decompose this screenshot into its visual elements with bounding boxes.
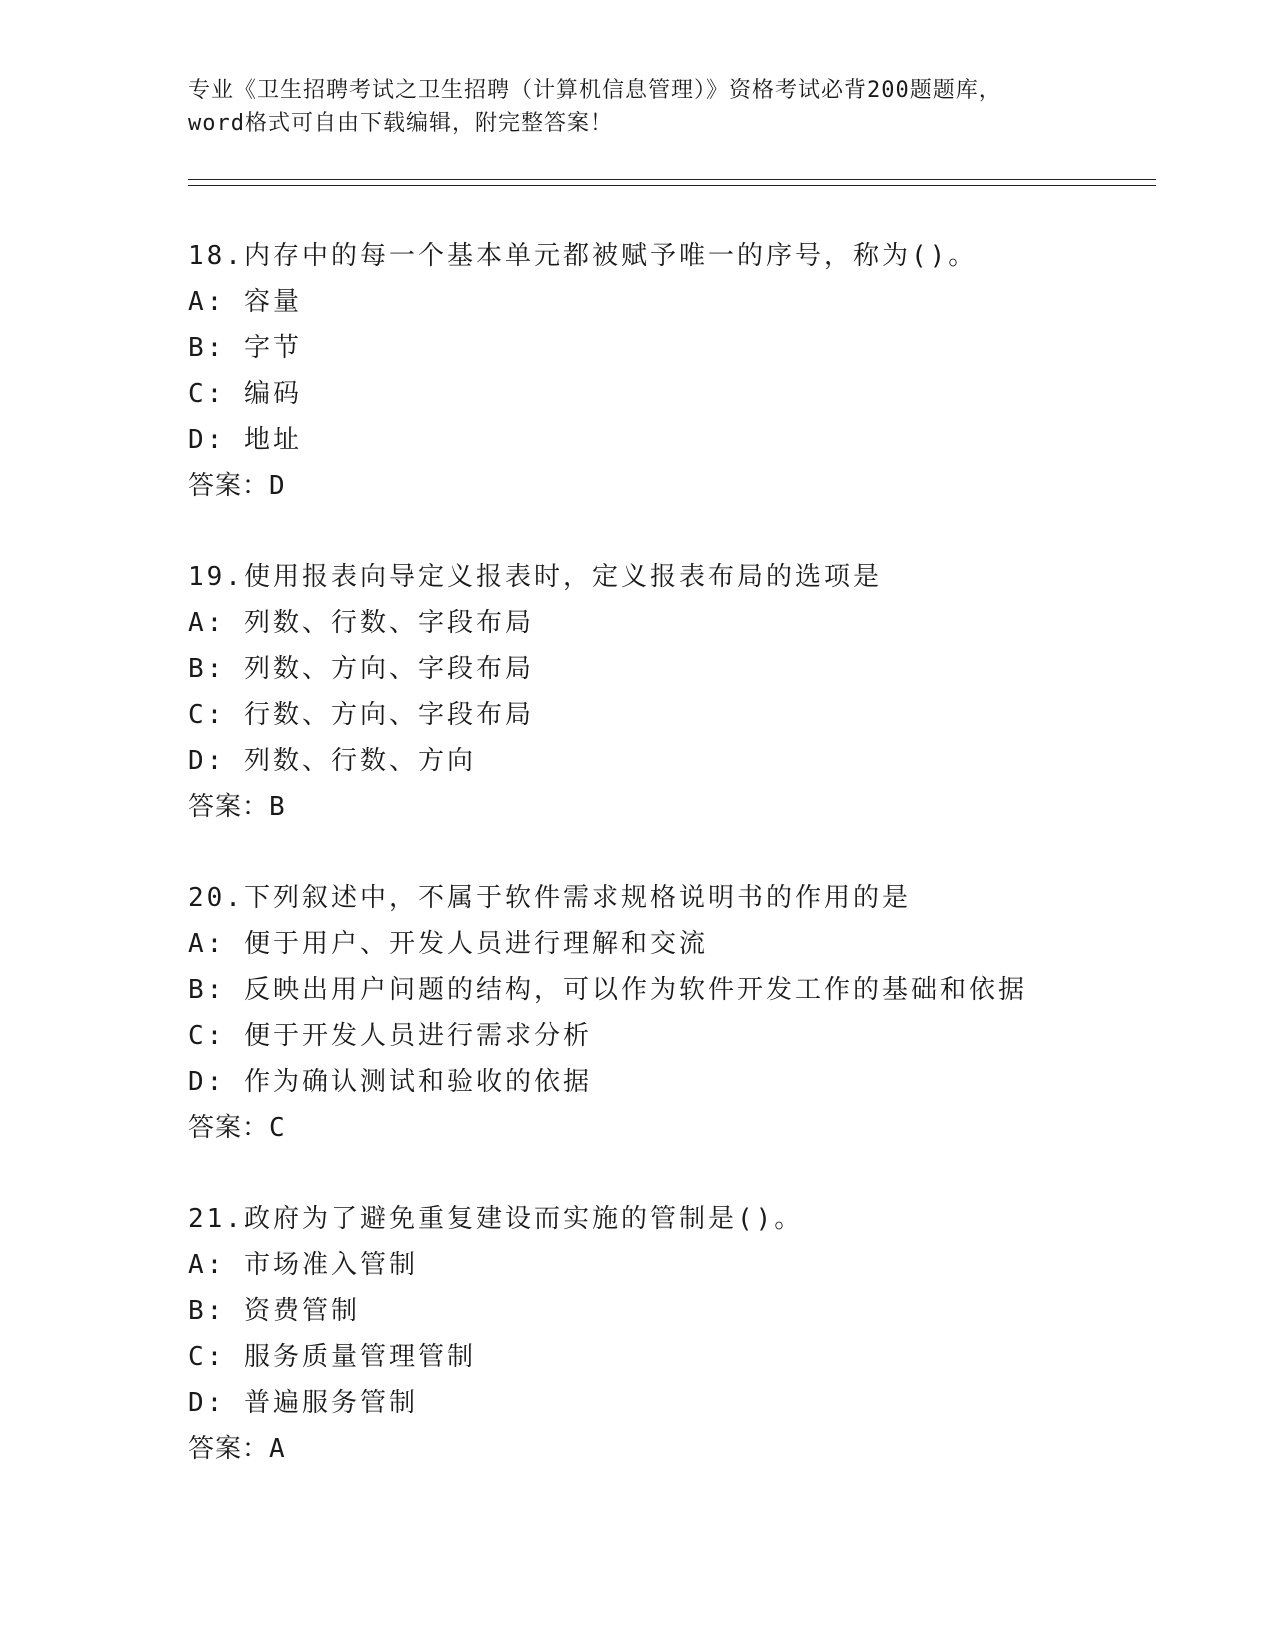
option-d: D: 作为确认测试和验收的依据 xyxy=(188,1067,592,1097)
answer-line: 答案：B xyxy=(188,792,286,822)
option-d: D: 列数、行数、方向 xyxy=(188,746,476,776)
option-a: A: 列数、行数、字段布局 xyxy=(188,608,534,638)
option-c: C: 服务质量管理管制 xyxy=(188,1342,476,1372)
question-stem: 18.内存中的每一个基本单元都被赋予唯一的序号，称为()。 xyxy=(188,241,978,271)
option-a: A: 便于用户、开发人员进行理解和交流 xyxy=(188,929,708,959)
question-stem: 19.使用报表向导定义报表时，定义报表布局的选项是 xyxy=(188,562,882,592)
question-18 xyxy=(188,233,1148,509)
option-d: D: 普遍服务管制 xyxy=(188,1388,418,1418)
header-divider-bottom xyxy=(188,185,1156,186)
document-header xyxy=(188,74,1088,140)
option-b: B: 字节 xyxy=(188,333,302,363)
answer-line: 答案：A xyxy=(188,1434,286,1464)
option-c: C: 便于开发人员进行需求分析 xyxy=(188,1021,592,1051)
question-20 xyxy=(188,875,1148,1151)
question-19 xyxy=(188,554,1148,830)
question-21 xyxy=(188,1196,1148,1472)
option-a: A: 容量 xyxy=(188,287,302,317)
option-a: A: 市场准入管制 xyxy=(188,1250,418,1280)
header-line-2: word格式可自由下载编辑，附完整答案！ xyxy=(188,111,613,136)
question-stem: 21.政府为了避免重复建设而实施的管制是()。 xyxy=(188,1204,804,1234)
option-b: B: 列数、方向、字段布局 xyxy=(188,654,534,684)
option-c: C: 编码 xyxy=(188,379,302,409)
option-b: B: 资费管制 xyxy=(188,1296,360,1326)
option-c: C: 行数、方向、字段布局 xyxy=(188,700,534,730)
answer-line: 答案：C xyxy=(188,1113,286,1143)
option-b: B: 反映出用户问题的结构，可以作为软件开发工作的基础和依据 xyxy=(188,975,1027,1005)
question-stem: 20.下列叙述中，不属于软件需求规格说明书的作用的是 xyxy=(188,883,911,913)
option-d: D: 地址 xyxy=(188,425,302,455)
header-divider-top xyxy=(188,179,1156,180)
answer-line: 答案：D xyxy=(188,471,286,501)
header-line-1: 专业《卫生招聘考试之卫生招聘（计算机信息管理）》资格考试必背200题题库， xyxy=(188,78,1002,103)
